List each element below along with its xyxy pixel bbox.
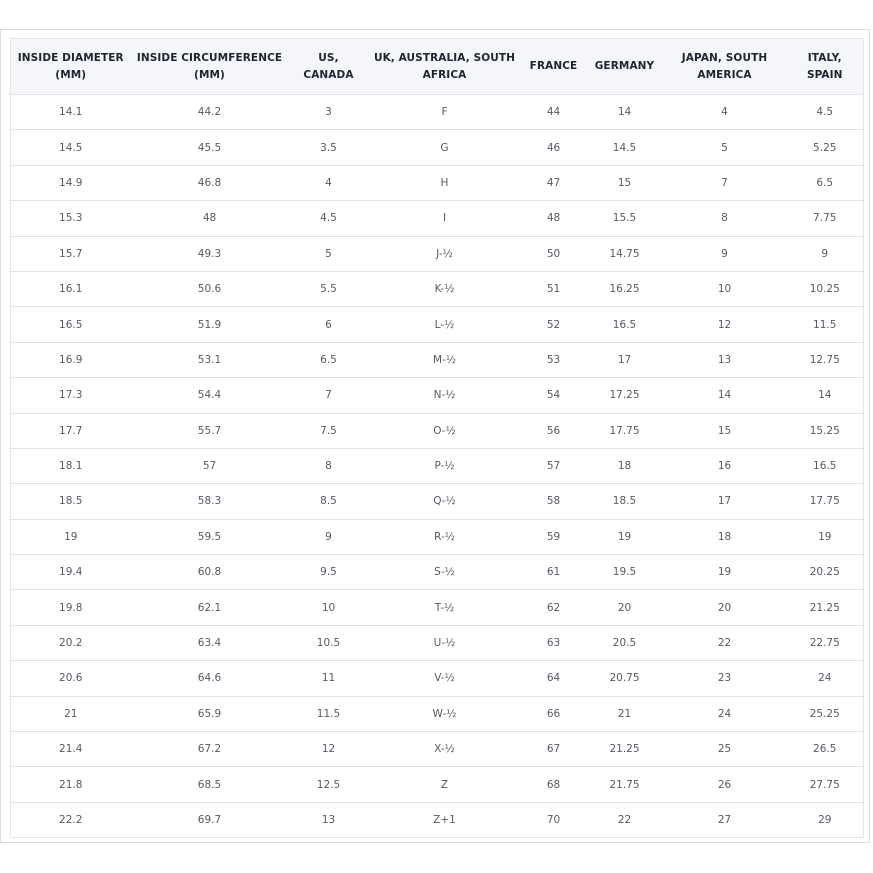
table-cell: T-½ (369, 590, 521, 625)
table-cell: 46.8 (131, 165, 289, 200)
table-cell: 27 (663, 802, 787, 837)
table-row (11, 130, 864, 165)
table-cell: 4 (663, 95, 787, 130)
table-cell: 59 (521, 519, 587, 554)
table-cell: 26 (663, 767, 787, 802)
table-cell: 51 (521, 271, 587, 306)
table-cell: 58 (521, 484, 587, 519)
table-cell: 9 (289, 519, 369, 554)
table-cell: 15 (663, 413, 787, 448)
table-cell: 25 (663, 732, 787, 767)
table-row (11, 696, 864, 731)
table-cell: 5.25 (787, 130, 864, 165)
uk-australia-south-africa-header: UK, AUSTRALIA, SOUTH AFRICA (369, 39, 521, 95)
table-cell: Z (369, 767, 521, 802)
table-cell: 18.5 (11, 484, 131, 519)
table-row (11, 378, 864, 413)
table-cell: 59.5 (131, 519, 289, 554)
table-cell: 45.5 (131, 130, 289, 165)
table-cell: 4.5 (787, 95, 864, 130)
table-cell: 11 (289, 661, 369, 696)
table-cell: K-½ (369, 271, 521, 306)
table-row (11, 625, 864, 660)
table-row (11, 165, 864, 200)
table-cell: W-½ (369, 696, 521, 731)
table-cell: U-½ (369, 625, 521, 660)
table-cell: 16 (663, 448, 787, 483)
table-cell: 16.25 (587, 271, 663, 306)
table-row (11, 201, 864, 236)
table-cell: 68.5 (131, 767, 289, 802)
table-cell: 14 (663, 378, 787, 413)
table-cell: 12 (289, 732, 369, 767)
table-cell: 6.5 (787, 165, 864, 200)
table-cell: 14.5 (587, 130, 663, 165)
table-cell: 19 (663, 555, 787, 590)
table-cell: 53.1 (131, 342, 289, 377)
table-cell: 8 (663, 201, 787, 236)
france-header: FRANCE (521, 39, 587, 95)
table-cell: 21.8 (11, 767, 131, 802)
table-row (11, 590, 864, 625)
table-cell: 64.6 (131, 661, 289, 696)
table-cell: 19 (11, 519, 131, 554)
table-cell: 7.75 (787, 201, 864, 236)
table-cell: 9 (663, 236, 787, 271)
germany-header: GERMANY (587, 39, 663, 95)
italy-spain-header: ITALY, SPAIN (787, 39, 864, 95)
table-cell: 9 (787, 236, 864, 271)
table-cell: 23 (663, 661, 787, 696)
table-cell: I (369, 201, 521, 236)
table-cell: 49.3 (131, 236, 289, 271)
table-cell: 62.1 (131, 590, 289, 625)
table-cell: 26.5 (787, 732, 864, 767)
table-cell: 17 (587, 342, 663, 377)
table-cell: Q-½ (369, 484, 521, 519)
table-cell: 14.1 (11, 95, 131, 130)
table-cell: 21.4 (11, 732, 131, 767)
table-cell: 15.25 (787, 413, 864, 448)
table-cell: 66 (521, 696, 587, 731)
header-row (11, 39, 864, 95)
table-cell: 64 (521, 661, 587, 696)
table-cell: 16.9 (11, 342, 131, 377)
table-cell: 15 (587, 165, 663, 200)
table-cell: G (369, 130, 521, 165)
table-cell: M-½ (369, 342, 521, 377)
table-cell: 44 (521, 95, 587, 130)
table-cell: 20.2 (11, 625, 131, 660)
table-cell: 70 (521, 802, 587, 837)
table-cell: 65.9 (131, 696, 289, 731)
table-cell: X-½ (369, 732, 521, 767)
table-cell: S-½ (369, 555, 521, 590)
table-cell: 29 (787, 802, 864, 837)
table-cell: F (369, 95, 521, 130)
table-cell: 19.5 (587, 555, 663, 590)
table-cell: R-½ (369, 519, 521, 554)
table-cell: 57 (131, 448, 289, 483)
table-row (11, 236, 864, 271)
table-cell: 18.5 (587, 484, 663, 519)
table-cell: 14.5 (11, 130, 131, 165)
table-cell: 54.4 (131, 378, 289, 413)
table-cell: 22 (663, 625, 787, 660)
table-cell: 17.3 (11, 378, 131, 413)
table-cell: 14 (587, 95, 663, 130)
table-cell: 25.25 (787, 696, 864, 731)
table-cell: O-½ (369, 413, 521, 448)
table-cell: 4 (289, 165, 369, 200)
table-cell: V-½ (369, 661, 521, 696)
table-cell: 20.25 (787, 555, 864, 590)
table-cell: 19 (587, 519, 663, 554)
table-row (11, 307, 864, 342)
table-header (11, 39, 864, 95)
table-cell: 22.2 (11, 802, 131, 837)
table-cell: 19 (787, 519, 864, 554)
table-cell: 18.1 (11, 448, 131, 483)
table-cell: 46 (521, 130, 587, 165)
table-cell: 8 (289, 448, 369, 483)
table-cell: 56 (521, 413, 587, 448)
table-cell: 48 (521, 201, 587, 236)
table-cell: 20 (587, 590, 663, 625)
table-cell: 3.5 (289, 130, 369, 165)
us-canada-header: US, CANADA (289, 39, 369, 95)
table-cell: 6.5 (289, 342, 369, 377)
table-cell: 17.25 (587, 378, 663, 413)
table-cell: 15.7 (11, 236, 131, 271)
table-cell: 4.5 (289, 201, 369, 236)
table-cell: 15.3 (11, 201, 131, 236)
table-cell: 16.5 (11, 307, 131, 342)
table-cell: 17.75 (587, 413, 663, 448)
ring-size-chart-frame (0, 29, 870, 843)
ring-size-table-container (10, 38, 863, 838)
table-cell: 47 (521, 165, 587, 200)
table-cell: 16.5 (587, 307, 663, 342)
table-cell: 16.5 (787, 448, 864, 483)
table-cell: 14.75 (587, 236, 663, 271)
table-cell: 7 (663, 165, 787, 200)
table-cell: 10 (663, 271, 787, 306)
table-row (11, 95, 864, 130)
table-cell: 20.75 (587, 661, 663, 696)
table-cell: 55.7 (131, 413, 289, 448)
table-cell: 22.75 (787, 625, 864, 660)
table-cell: 5.5 (289, 271, 369, 306)
table-cell: 22 (587, 802, 663, 837)
table-cell: 63.4 (131, 625, 289, 660)
table-cell: 24 (663, 696, 787, 731)
inside-diameter-header: INSIDE DIAMETER (MM) (11, 39, 131, 95)
table-cell: 44.2 (131, 95, 289, 130)
table-cell: 50 (521, 236, 587, 271)
table-cell: 10.5 (289, 625, 369, 660)
table-row (11, 661, 864, 696)
table-cell: P-½ (369, 448, 521, 483)
ring-size-table (10, 38, 864, 838)
table-cell: 21 (11, 696, 131, 731)
table-cell: 20.6 (11, 661, 131, 696)
table-row (11, 519, 864, 554)
table-row (11, 555, 864, 590)
table-cell: 54 (521, 378, 587, 413)
table-cell: 5 (663, 130, 787, 165)
table-cell: 21.25 (787, 590, 864, 625)
table-cell: 19.8 (11, 590, 131, 625)
table-row (11, 802, 864, 837)
table-cell: 10 (289, 590, 369, 625)
table-row (11, 767, 864, 802)
table-cell: 7 (289, 378, 369, 413)
table-cell: 24 (787, 661, 864, 696)
table-row (11, 413, 864, 448)
table-cell: 9.5 (289, 555, 369, 590)
table-cell: 67 (521, 732, 587, 767)
table-cell: 21.75 (587, 767, 663, 802)
table-cell: 16.1 (11, 271, 131, 306)
table-cell: 3 (289, 95, 369, 130)
table-cell: H (369, 165, 521, 200)
table-cell: 17.7 (11, 413, 131, 448)
table-cell: 58.3 (131, 484, 289, 519)
table-cell: 7.5 (289, 413, 369, 448)
table-row (11, 271, 864, 306)
table-cell: 52 (521, 307, 587, 342)
table-cell: 62 (521, 590, 587, 625)
table-cell: 67.2 (131, 732, 289, 767)
table-cell: 48 (131, 201, 289, 236)
table-cell: 12.75 (787, 342, 864, 377)
table-cell: 20.5 (587, 625, 663, 660)
table-cell: 11.5 (289, 696, 369, 731)
table-cell: 14 (787, 378, 864, 413)
japan-south-america-header: JAPAN, SOUTH AMERICA (663, 39, 787, 95)
inside-circumference-header: INSIDE CIRCUMFERENCE (MM) (131, 39, 289, 95)
table-cell: N-½ (369, 378, 521, 413)
table-cell: 68 (521, 767, 587, 802)
table-body (11, 95, 864, 838)
table-cell: 27.75 (787, 767, 864, 802)
table-cell: 17 (663, 484, 787, 519)
table-cell: 60.8 (131, 555, 289, 590)
table-cell: 8.5 (289, 484, 369, 519)
table-cell: 21.25 (587, 732, 663, 767)
table-cell: 50.6 (131, 271, 289, 306)
table-cell: 12.5 (289, 767, 369, 802)
table-cell: 11.5 (787, 307, 864, 342)
table-cell: 57 (521, 448, 587, 483)
table-cell: 13 (289, 802, 369, 837)
table-row (11, 342, 864, 377)
table-cell: 19.4 (11, 555, 131, 590)
table-cell: J-½ (369, 236, 521, 271)
table-cell: 15.5 (587, 201, 663, 236)
table-cell: Z+1 (369, 802, 521, 837)
table-cell: 61 (521, 555, 587, 590)
table-row (11, 484, 864, 519)
table-cell: 21 (587, 696, 663, 731)
table-row (11, 732, 864, 767)
table-cell: 69.7 (131, 802, 289, 837)
table-cell: L-½ (369, 307, 521, 342)
table-row (11, 448, 864, 483)
table-cell: 20 (663, 590, 787, 625)
table-cell: 18 (587, 448, 663, 483)
table-cell: 17.75 (787, 484, 864, 519)
table-cell: 12 (663, 307, 787, 342)
table-cell: 6 (289, 307, 369, 342)
table-cell: 13 (663, 342, 787, 377)
table-cell: 51.9 (131, 307, 289, 342)
table-cell: 14.9 (11, 165, 131, 200)
table-cell: 18 (663, 519, 787, 554)
table-cell: 5 (289, 236, 369, 271)
table-cell: 53 (521, 342, 587, 377)
table-cell: 63 (521, 625, 587, 660)
table-cell: 10.25 (787, 271, 864, 306)
